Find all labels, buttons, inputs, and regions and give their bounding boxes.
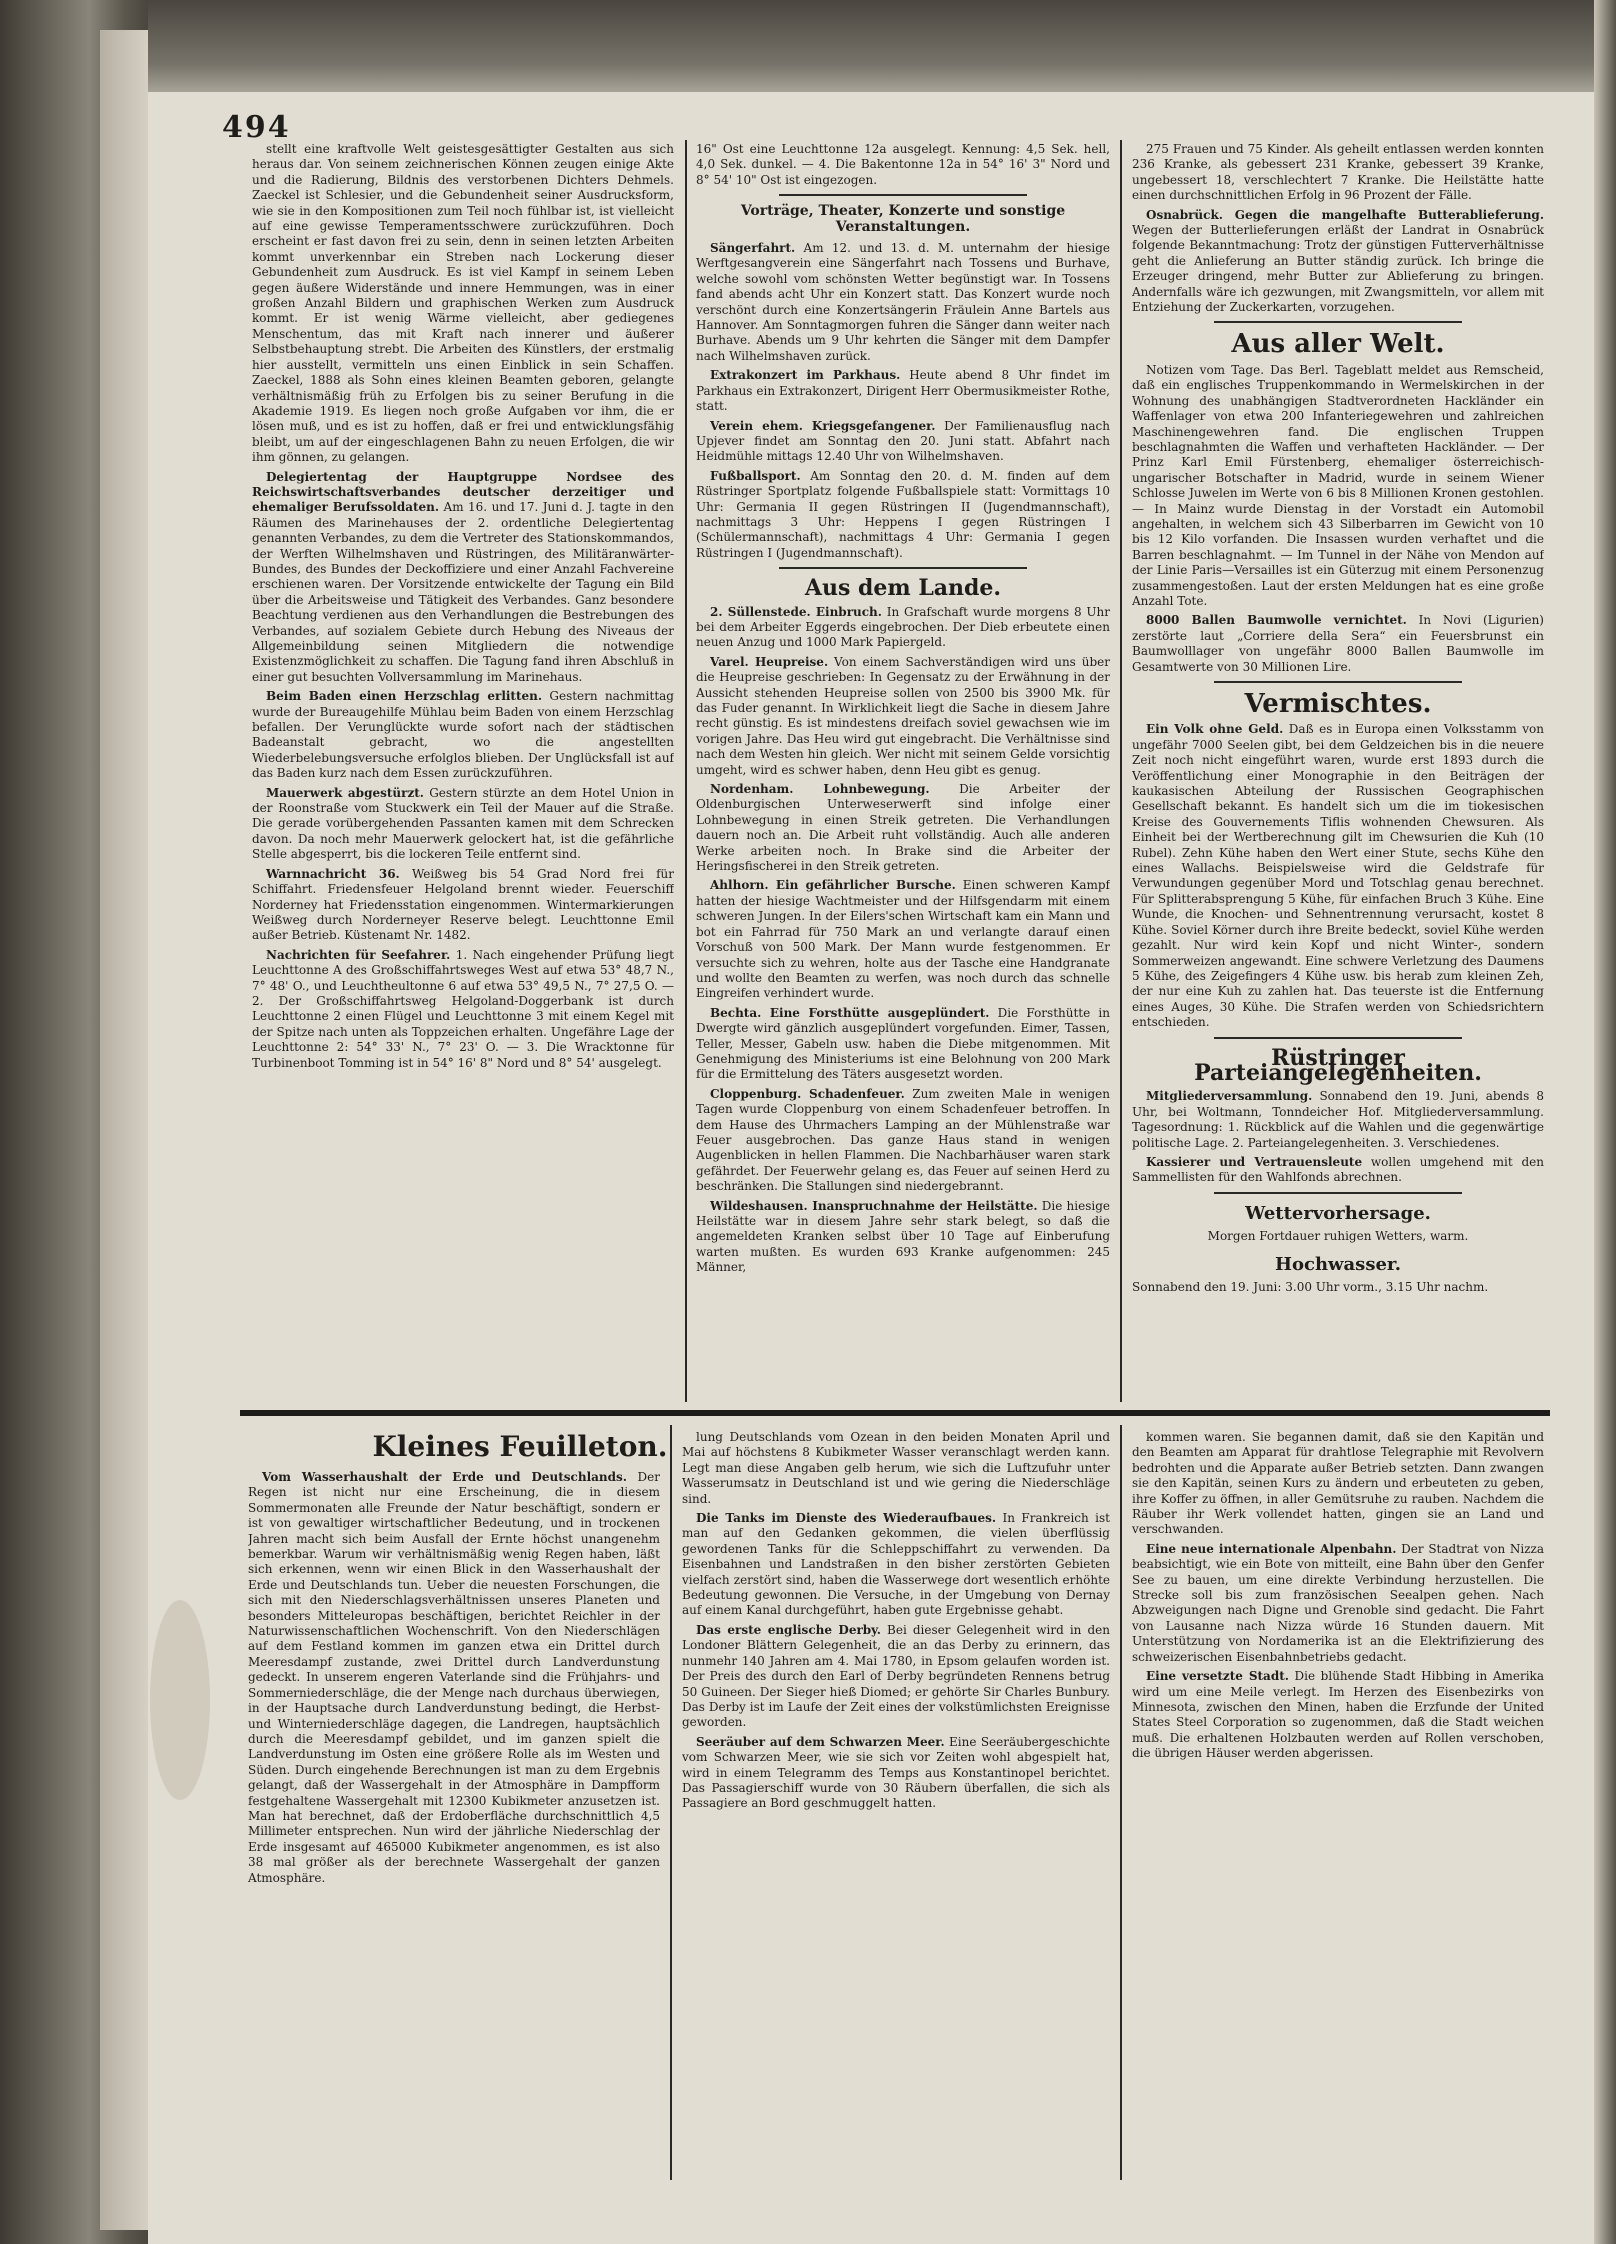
article-body: Die blühende Stadt Hibbing in Amerika wird um eine Meile verlegt. Im Herzen des Eisenbezirks von Minnesota, zwischen den Minen, haben die Erzfunde der United States Steel Corporation so zugenommen, daß die Stadt weichen muß. Die erhaltenen Holzbauten werden auf Rollen verschoben, die übrigen Häuser werden abgerissen. [1132,1669,1544,1761]
article-paragraph [1132,722,1544,1030]
article-lead: Extrakonzert im Parkhaus. [710,368,901,383]
article-body: Einen schweren Kampf hatten der hiesige Wachtmeister und der Hilfsgendarm mit einem schweren Jungen. In der Eilers'schen Wirtschaft kam ein Mann und bot ein Fahrrad für 750 Mark an und verlangte darauf einen Vorschuß von 500 Mark. Der Mann wurde festgenommen. Er versuchte sich zu wehren, holte aus der Tasche eine Handgranate und wollte den Beamten zu werfen, was noch durch das schnelle Eingreifen verhindert wurde. [696,878,1110,1001]
article-body: In Grafschaft wurde morgens 8 Uhr bei dem Arbeiter Eggerds eingebrochen. Der Dieb erbeutete einen neuen Anzug und 1000 Mark Papiergeld. [696,604,1110,650]
feuilleton-column-1 [248,1470,660,2170]
article-lead: Die Tanks im Dienste des Wiederaufbaues. [696,1511,997,1526]
article-lead: Eine versetzte Stadt. [1146,1669,1289,1684]
article-paragraph [1132,1542,1544,1665]
article-paragraph [696,605,1110,651]
article-body: Die Arbeiter der Oldenburgischen Unterweserwerft sind infolge einer Lohnbewegung in einen Streik getreten. Die Verhandlungen dauern noch an. Die Arbeit ruht vollständig. Auch alle anderen Werke arbeiten noch. In Brake sind die Arbeiter der Heringsfischerei in den Streik getreten. [696,782,1110,874]
article-lead: Ein Volk ohne Geld. [1146,722,1284,737]
article-paragraph [696,782,1110,874]
article-body: Daß es in Europa einen Volksstamm von ungefähr 7000 Seelen gibt, bei dem Geldzeichen bis in die neuere Zeit noch nicht eingeführt waren, wurde erst 1893 durch die Veröffentlichung einer Monographie in den Beiträgen der kaukasischen Abteilung der Russischen Geographischen Gesellschaft bekannt. Es handelt sich um die im tiokesischen Kreise des Gouvernements Tiflis wohnenden Chewsuren. Als Einheit bei der Wertberechnung gilt im Chewsurien die Kuh (10 Rubel). Zehn Kühe haben den Wert einer Stute, sechs Kühe den eines Wallachs. Beispielsweise wird die Geldstrafe für Verwundungen gegenüber Mord und Totschlag genau berechnet. Für Splitterabsprengung 5 Kühe, für einfachen Bruch 3 Kühe. Eine Wunde, die Knochen- und Sehnentrennung verursacht, kostet 8 Kühe. Soviel Körner durch ihre Breite bedeckt, soviel Kühe werden gezahlt. Nur wird kein Kopf und nicht Winter-, sondern Sommerweizen angewandt. Eine schwere Verletzung des Daumens 5 Kühe, des Zeigefingers 4 Kühe usw. bis herab zum kleinen Zeh, der nur eine Kuh zu zahlen hat. Das teuerste ist die Entfernung eines Auges, 30 Kühe. Die Strafen werden von Schiedsrichtern entschieden. [1132,722,1544,1030]
article-body: Sonnabend den 19. Juni, abends 8 Uhr, bei Woltmann, Tonndeicher Hof. Mitgliederversammlung. Tagesordnung: 1. Rückblick auf die Wahlen und die gegenwärtige politische Lage. 2. Parteiangelegenheiten. 3. Verschiedenes. [1132,1089,1544,1150]
book-binding [0,0,148,2244]
article-paragraph [1132,1089,1544,1151]
article-paragraph [696,368,1110,414]
section-heading-events: Vorträge, Theater, Konzerte und sonstige Veranstaltungen. [740,203,1066,235]
article-paragraph [252,470,674,686]
article-lead: Nordenham. Lohnbewegung. [710,782,930,797]
article-paragraph [696,1006,1110,1083]
article-lead: 8000 Ballen Baumwolle vernichtet. [1146,613,1407,628]
article-paragraph [248,1470,660,1886]
article-paragraph [1132,142,1544,204]
column-3 [1132,142,1544,1407]
article-lead: Eine neue internationale Alpenbahn. [1146,1541,1397,1556]
col2-top-text: 16" Ost eine Leuchttonne 12a ausgelegt. Kennung: 4,5 Sek. hell, 4,0 Sek. dunkel. — 4. Die Bakentonne 12a in 54° 16' 3" Nord und 8° 54' 10" Ost ist eingezogen. [696,142,1110,187]
article-paragraph [252,786,674,863]
divider [779,567,1027,569]
section-heading-weather: Wettervorhersage. [1245,1202,1431,1224]
column-rule [1120,1425,1122,2180]
feuilleton-column-3 [1132,1430,1544,2170]
article-lead: Kassierer und Vertrauensleute [1146,1154,1363,1169]
article-lead: Bechta. Eine Forsthütte ausgeplündert. [710,1005,990,1020]
article-body: kommen waren. Sie begannen damit, daß sie den Kapitän und den Beamten am Apparat für drahtlose Telegraphie mit Revolvern bedrohten und die Apparate außer Betrieb setzten. Dann zwangen sie den Kapitän, seinen Kurs zu ändern und erbeuteten zu geben, ihre Koffer zu öffnen, in aller Gemütsruhe zu rauben. Nachdem die Räuber ihr Werk vollendet hatten, gingen sie an Land und verschwanden. [1132,1430,1544,1537]
article-lead: Sängerfahrt. [710,241,796,256]
article-paragraph [1132,1430,1544,1538]
article-lead: Nachrichten für Seefahrer. [266,947,451,962]
article-paragraph [252,142,674,466]
article-lead: Beim Baden einen Herzschlag erlitten. [266,689,543,704]
article-body: Am Sonntag den 20. d. M. finden auf dem Rüstringer Sportplatz folgende Fußballspiele statt: Vormittags 10 Uhr: Germania II gegen Rüstringen II (Jugendmannschaft), nachmittags 3 Uhr: Heppens I gegen Rüstringen I (Schülermannschaft), nachmittags 4 Uhr: Germania I gegen Rüstringen I (Jugendmannschaft). [696,468,1110,560]
article-paragraph [696,241,1110,364]
section-heading-lande: Aus dem Lande. [804,575,1002,602]
divider [1214,1037,1461,1039]
article-body: Weißweg bis 54 Grad Nord frei für Schiffahrt. Friedensfeuer Helgoland brennt wieder. Feuerschiff Norderney hat Friedensstation eingenommen. Wintermarkierungen Weißweg durch Norderneyer Reserve belegt. Leuchttonne Emil außer Betrieb. Küstenamt Nr. 1482. [252,866,674,943]
article-paragraph [696,469,1110,561]
article-lead: Delegiertentag der Hauptgruppe Nordsee des Reichswirtschaftsverbandes deutscher derzeitiger und ehemaliger Berufssoldaten. [252,469,674,515]
article-paragraph [682,1511,1110,1619]
article-paragraph [696,878,1110,1001]
feuilleton-title: Kleines Feuilleton. [372,1430,668,1463]
column-1 [252,142,674,1407]
divider [1214,1192,1461,1194]
article-lead: Warnnachricht 36. [266,866,400,881]
article-body: Die Forsthütte in Dwergte wird gänzlich ausgeplündert vorgefunden. Eimer, Tassen, Teller, Messer, Gabeln usw. haben die Diebe mitgenommen. Mit Genehmigung des Ministeriums ist eine Belohnung von 200 Mark für die Ermittelung des Täters ausgesetzt worden. [696,1005,1110,1082]
column-rule [670,1425,672,2180]
stain [150,1600,210,1800]
divider [779,194,1027,196]
section-heading-tide: Hochwasser. [1274,1253,1402,1275]
weather-text: Morgen Fortdauer ruhigen Wetters, warm. [1207,1229,1469,1244]
article-paragraph [682,1430,1110,1507]
article-body: Gestern nachmittag wurde der Bureaugehilfe Mühlau beim Baden von einem Herzschlag befallen. Der Verunglückte wurde sofort nach der städtischen Badeanstalt gebracht, wo die angestellten Wiederbelebungsversuche erfolglos blieben. Der Unglücksfall ist auf das Baden kurz nach dem Essen zurückzuführen. [252,689,674,781]
article-body: Der Familienausflug nach Upjever findet am Sonntag den 20. Juni statt. Abfahrt nach Heidmühle mittags 12.40 Uhr von Wilhelmshaven. [696,418,1110,464]
article-paragraph [1132,613,1544,675]
article-lead: Varel. Heupreise. [710,654,829,669]
column-rule [685,140,687,1402]
section-heading-partei: Rüstringer Parteiangelegenheiten. [1194,1044,1482,1086]
divider [1214,321,1461,323]
article-body: In Frankreich ist man auf den Gedanken gekommen, die vielen überflüssig gewordenen Tanks für die Schleppschiffahrt zu verwenden. Da Eisenbahnen und Landstraßen in den bisher zerstörten Gebieten vielfach zerstört sind, haben die Wasserwege dort wesentlich erhöhte Bedeutung gewonnen. Die Versuche, in der Umgebung von Dernay auf einem Kanal durchgeführt, haben gute Ergebnisse gehabt. [682,1511,1110,1618]
article-body: Am 16. und 17. Juni d. J. tagte in den Räumen des Marinehauses der 2. ordentliche Delegiertentag genannten Verbandes, zu dem die Vertreter des Stationskommandos, der Werften Wilhelmshaven und Rüstringen, des Militäranwärter-Bundes, des Bundes der Deckoffiziere und einer Anzahl Fachvereine erschienen waren. Der Vorsitzende entwickelte der Tagung ein Bild über die Arbeitsweise und Tätigkeit des Verbandes. Ganz besondere Beachtung verdienen aus den Verhandlungen die Bestrebungen des Verbandes, auf sozialem Gebiete durch Hebung des Niveaus der Allgemeinbildung seinen Mitgliedern die notwendige Existenzmöglichkeit zu schaffen. Die Tagung fand ihren Abschluß in einer gut besuchten Vollversammlung im Marinehaus. [252,500,674,684]
article-lead: Fußballsport. [710,468,801,483]
article-body: 275 Frauen und 75 Kinder. Als geheilt entlassen werden konnten 236 Kranke, als gebessert 231 Kranke, gebessert 39 Kranke, ungebessert 18, verschlechtert 7 Kranke. Die Heilstätte hatte einen durchschnittlichen Erfolg in 96 Prozent der Fälle. [1132,142,1544,203]
article-paragraph [252,867,674,944]
article-lead: Cloppenburg. Schadenfeuer. [710,1086,905,1101]
column-2 [696,142,1110,1407]
article-body: Der Regen ist nicht nur eine Erscheinung, die in diesem Sommermonaten alle Freunde der Natur beschäftigt, sondern er ist von gewaltiger wirtschaftlicher Bedeutung, und in trockenen Jahren macht sich beim Ausfall der Ernte höchst unangenehm bemerkbar. Warum wir verhältnismäßig wenig Regen haben, läßt sich erkennen, wenn wir einen Blick in den Wasserhaushalt der Erde und Deutschlands tun. Ueber die neuesten Forschungen, die sich mit den Niederschlagsverhältnissen unseres Planeten und besonders Mitteleuropas beschäftigen, berichtet Reichler in der Naturwissenschaftlichen Wochenschrift. Von den Niederschlägen auf dem Festland kommen im ganzen etwa ein Drittel durch Meeresdampf zustande, zwei Drittel durch Landverdunstung gedeckt. In unserem engeren Vaterlande sind die Frühjahrs- und Sommerniederschläge, die der Menge nach durchaus überwiegen, in der Hauptsache durch Landverdunstung bedingt, die Herbst- und Winterniederschläge dagegen, die Landregen, hauptsächlich durch die Meeresdampf gebildet, und im ganzen spielt die Landverdunstung im Osten eine größere Rolle als im Westen und Süden. Durch eingehende Berechnungen ist man zu dem Ergebnis gelangt, daß der Wassergehalt in der Atmosphäre in Dampfform festgehaltene Wassergehalt mit 12300 Kubikmeter anzusetzen ist. Man hat berechnet, daß der Erdoberfläche durchschnittlich 4,5 Millimeter entsprechen. Nun wird der jährliche Niederschlag der Erde insgesamt auf 465000 Kubikmeter angenommen, es ist also 38 mal größer als der berechnete Wassergehalt der ganzen Atmosphäre. [248,1470,660,1885]
column-rule [1120,140,1122,1402]
article-body: wollen umgehend mit den Sammellisten für den Wahlfonds abrechnen. [1132,1154,1544,1185]
tide-text: Sonnabend den 19. Juni: 3.00 Uhr vorm., 3.15 Uhr nachm. [1132,1280,1489,1294]
article-lead: Seeräuber auf dem Schwarzen Meer. [696,1734,945,1749]
article-lead: Verein ehem. Kriegsgefangener. [710,418,936,433]
article-body: Die hiesige Heilstätte war in diesem Jahre sehr stark belegt, so daß die angemeldeten Kranken selbst über 10 Tage auf Einberufung warten mußten. Es wurden 693 Kranke aufgenommen: 245 Männer, [696,1198,1110,1275]
article-body: 1. Nach eingehender Prüfung liegt Leuchttonne A des Großschiffahrtsweges West auf etwa 53° 48,7 N., 7° 48' O., und Leuchtheultonne 6 auf etwa 53° 49,5 N., 7° 27,5 O. — 2. Der Großschiffahrtsweg Helgoland-Doggerbank ist durch Leuchttonne 2 einen Flügel und Leuchttonne 3 mit einem Kegel mit der Spitze nach unten als Toppzeichen erhalten. Ungefähre Lage der Leuchttonne 2: 54° 33' N., 7° 23' O. — 3. Die Wracktonne für Turbinenboot Tomming ist in 54° 16' 8" Nord und 8° 54' ausgelegt. [252,947,674,1070]
section-heading-vermischtes: Vermischtes. [1244,689,1432,719]
article-paragraph [696,1199,1110,1276]
article-paragraph [696,1087,1110,1195]
article-lead: Mitgliederversammlung. [1146,1089,1313,1104]
section-heading-welt: Aus aller Welt. [1231,329,1445,360]
article-body: Bei dieser Gelegenheit wird in den Londoner Blättern Gelegenheit, die an das Derby zu erinnern, das nunmehr 140 Jahren am 4. Mai 1780, in Epsom gelaufen worden ist. Der Preis des durch den Earl of Derby begründeten Rennens betrug 50 Guineen. Der Sieger hieß Diomed; er gehörte Sir Charles Bunbury. Das Derby ist im Laufe der Zeit eines der volkstümlichsten Ereignisse geworden. [682,1622,1110,1730]
article-body: lung Deutschlands vom Ozean in den beiden Monaten April und Mai auf höchstens 8 Kubikmeter Wasser veranschlagt werden kann. Legt man diese Angaben gelb herum, wie sich die Luftzufuhr unter Wasserumsatz in Deutschland ist und wie gering die Niederschläge sind. [682,1430,1110,1506]
divider [1214,681,1461,683]
article-body: In Novi (Ligurien) zerstörte laut „Corriere della Sera“ ein Feuersbrunst ein Baumwolllager von ungefähr 8000 Ballen Baumwolle im Gesamtwerte von 30 Millionen Lire. [1132,613,1544,674]
article-body: Der Stadtrat von Nizza beabsichtigt, wie ein Bote von mitteilt, eine Bahn über den Genfer See zu bauen, um eine direkte Verbindung herzustellen. Die Strecke soll bis zum französischen Seealpen gehen. Nach Abzweigungen nach Digne und Grenoble sind gedacht. Die Fahrt von Lausanne nach Nizza würde 16 Stunden dauern. Mit Unterstützung von Nordamerika ist an die Elektrifizierung des schweizerischen Eisenbahnbetriebs gedacht. [1132,1541,1544,1664]
article-lead: Das erste englische Derby. [696,1622,881,1637]
article-lead: 2. Süllenstede. Einbruch. [710,604,882,619]
article-lead: Wildeshausen. Inanspruchnahme der Heilstätte. [710,1198,1038,1213]
feuilleton-separator [240,1410,1550,1416]
article-paragraph [1132,1155,1544,1186]
article-paragraph [1132,208,1544,316]
article-lead: Mauerwerk abgestürzt. [266,785,424,800]
article-body: Notizen vom Tage. Das Berl. Tageblatt meldet aus Remscheid, daß ein englisches Truppenkommando in Wermelskirchen in der Wohnung des unabhängigen Stadtverordneten Hackländer ein Waffenlager von etwa 200 Infanteriegewehren und zahlreichen Maschinengewehren fand. Die englischen Truppen beschlagnahmten die Waffen und verhafteten Hackländer. — Der Prinz Karl Emil Fürstenberg, ehemaliger österreichisch-ungarischer Botschafter in Madrid, wurde in seinem Wiener Schlosse Juwelen im Werte von 6 bis 8 Millionen Kronen gestohlen. — In Mainz wurde Dienstag in der Vorstadt ein Automobil angehalten, in welchem sich 43 Silberbarren im Gewicht von 10 bis 12 Kilo vorfanden. Die Insassen wurden verhaftet und die Barren beschlagnahmt. — Im Tunnel in der Nähe von Mendon auf der Linie Paris—Versailles ist ein Güterzug mit einem Personenzug zusammengestoßen. Laut der ersten Meldungen hat es eine große Anzahl Tote. [1132,362,1544,608]
article-lead: Vom Wasserhaushalt der Erde und Deutschlands. [262,1470,627,1484]
page-gutter [100,30,148,2230]
article-body: stellt eine kraftvolle Welt geistesgesättigter Gestalten aus sich heraus dar. Von seinem zeichnerischen Können zeugen einige Akte und die Radierung, Bildnis des verstorbenen Dichters Dehmels. Zaeckel ist Schlesier, und die Gebundenheit seiner Ausdrucksform, wie sie in den Kompositionen zum Teil noch fühlbar ist, ist vielleicht auf eine gewisse Temperamentsschwere zurückzuführen. Doch erscheint er fast davon frei zu sein, denn in seinen letzten Arbeiten kommt unverkennbar ein Streben nach Lockerung dieser Gebundenheit zum Ausdruck. Es ist viel Kampf in seinem Leben gegen äußere Widerstände und innere Hemmungen, was in einer großen Anzahl Bildern und graphischen Werken zum Ausdruck kommt. Er ist wenig Wärme vielleicht, aber gediegenes Menschentum, das mit Kraft nach innerer und äußerer Selbstbehauptung strebt. Die Arbeiten des Künstlers, der erstmalig hier ausstellt, vermitteln uns einen Einblick in sein Schaffen. Zaeckel, 1888 als Sohn eines kleinen Beamten geboren, gelangte verhältnismäßig früh zu Erfolgen bis zu seiner Berufung in die Akademie 1919. Es liegen noch große Aufgaben vor ihm, die er lösen muß, und es ist zu hoffen, daß er frei und entwicklungsfähig bleibt, um auf der eingeschlagenen Bahn zu neuen Erfolgen, die wir ihm gönnen, zu gelangen. [252,142,674,465]
article-paragraph [252,948,674,1071]
article-body: Gestern stürzte an dem Hotel Union in der Roonstraße vom Stuckwerk ein Teil der Mauer auf die Straße. Die gerade vorübergehenden Passanten kamen mit dem Schrecken davon. Da noch mehr Mauerwerk gelockert hat, ist die gefährliche Stelle abgesperrt, bis die lockeren Teile entfernt sind. [252,785,674,862]
article-body: Zum zweiten Male in wenigen Tagen wurde Cloppenburg von einem Schadenfeuer betroffen. In dem Hause des Uhrmachers Lamping an der Mühlenstraße war Feuer ausgebrochen. Das ganze Haus stand in wenigen Augenblicken in hellen Flammen. Die Nachbarhäuser waren stark gefährdet. Der Feuerwehr gelang es, das Feuer auf seinen Herd zu beschränken. Die Stallungen sind niedergebrannt. [696,1086,1110,1194]
article-paragraph [1132,1669,1544,1761]
feuilleton-column-2 [682,1430,1110,2170]
page-number: 494 [222,110,291,145]
article-paragraph [1132,363,1544,610]
article-paragraph [696,419,1110,465]
article-paragraph [682,1623,1110,1731]
article-body: Eine Seeräubergeschichte vom Schwarzen Meer, wie sie sich vor Zeiten wohl abgespielt hat, wird in einem Telegramm des Temps aus Konstantinopel berichtet. Das Passagierschiff wurde von 30 Räubern überfallen, die sich als Passagiere an Bord geschmuggelt hatten. [682,1734,1110,1811]
article-paragraph [696,655,1110,778]
article-body: Wegen der Butterlieferungen erläßt der Landrat in Osnabrück folgende Bekanntmachung: Trotz der günstigen Futterverhältnisse geht die Anlieferung an Butter ständig zurück. Ich bringe die Erzeuger dringend, mehr Butter zur Ablieferung zu bringen. Andernfalls wäre ich gezwungen, mit Zwangsmitteln, vor allem mit Entziehung der Zuckerkarten, vorzugehen. [1132,223,1544,315]
article-body: Am 12. und 13. d. M. unternahm der hiesige Werftgesangverein eine Sängerfahrt nach Tossens und Burhave, welche sowohl vom schönsten Wetter begünstigt war. In Tossens fand abends acht Uhr ein Konzert statt. Das Konzert wurde noch verschönt durch eine Konzertsängerin Fräulein Anne Bartels aus Hannover. Am Sonntagmorgen fuhren die Sänger dann weiter nach Burhave. Abends um 9 Uhr kehrten die Sänger mit dem Dampfer nach Wilhelmshaven zurück. [696,241,1110,363]
article-paragraph [252,689,674,781]
article-lead: Osnabrück. Gegen die mangelhafte Butterablieferung. [1146,207,1544,222]
scan-top-edge [148,0,1616,92]
article-paragraph [682,1735,1110,1812]
article-lead: Ahlhorn. Ein gefährlicher Bursche. [710,878,956,893]
scan-right-edge [1594,0,1616,2244]
article-body: Von einem Sachverständigen wird uns über die Heupreise geschrieben: In Gegensatz zu der Erwähnung in der Aussicht stehenden Heupreise sollen von 2500 bis 3900 Mk. für das Fuder genannt. In Wirklichkeit liegt die Sache in diesem Jahre recht günstig. Es ist mindestens dreifach soviel gewachsen wie im vorigen Jahre. Das Heu wird gut eingebracht. Die Verhältnisse sind nach dem Westen hin gleich. Wer nicht mit seinem Gelde vorsichtig umgeht, wird es schwer haben, denn Heu gibt es genug. [696,654,1110,777]
article-body: Heute abend 8 Uhr findet im Parkhaus ein Extrakonzert, Dirigent Herr Obermusikmeister Rothe, statt. [696,368,1110,414]
